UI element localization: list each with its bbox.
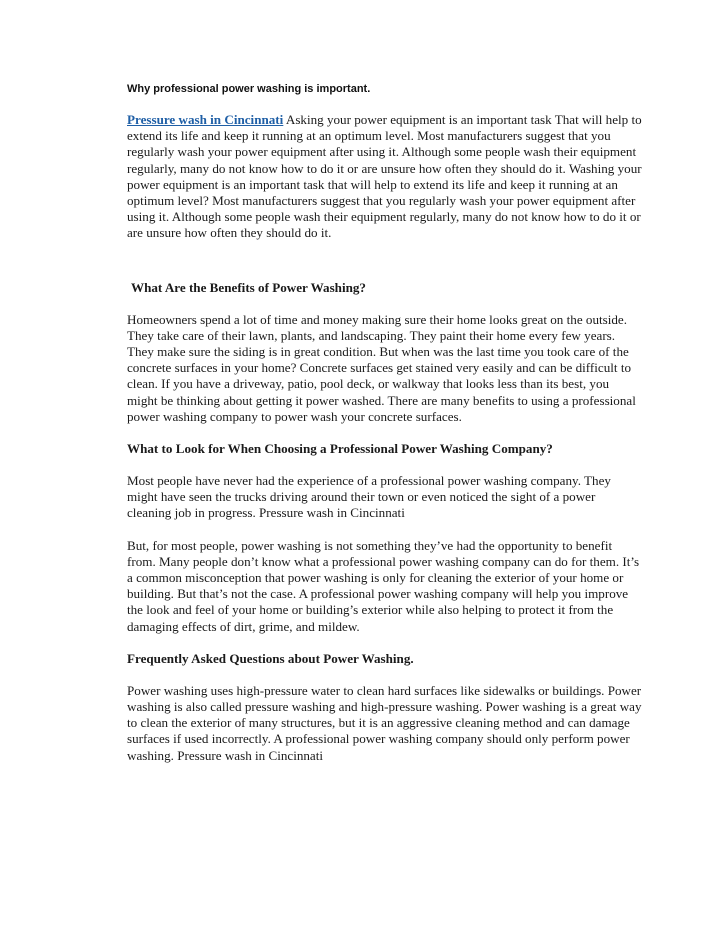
faq-paragraph: Power washing uses high-pressure water to clean hard surfaces like sidewalks or buildings. Power washing is also called pressure washing and high-pressure washing. Power washing is a great way to clean the exterior of many structures, but it is an aggressive cleaning method and can damage surfaces if used incorrectly. A professional power washing company should only perform power washing. Pressure wash in Cincinnati	[127, 682, 642, 763]
choosing-paragraph-1: Most people have never had the experience of a professional power washing company. They might have seen the trucks driving around their town or even noticed the sight of a power cleaning job in progress. Pressure wash in Cincinnati	[127, 473, 611, 521]
section-heading-faq: Frequently Asked Questions about Power Washing.	[127, 650, 414, 666]
page-title: Why professional power washing is important.	[127, 83, 371, 95]
choosing-paragraph-2: But, for most people, power washing is not something they’ve had the opportunity to benefit from. Many people don’t know what a professional power washing company can do for them. It’s a common misconception that power washing is only for cleaning the exterior of your home or building. But that’s not the case. A professional power washing company will help you improve the look and feel of your home or building’s exterior while also helping to protect it from the damaging effects of dirt, grime, and mildew.	[127, 537, 640, 634]
document-body	[127, 83, 642, 764]
pressure-wash-link[interactable]: Pressure wash in Cincinnati	[127, 112, 284, 127]
benefits-paragraph: Homeowners spend a lot of time and money making sure their home looks great on the outside. They take care of their lawn, plants, and landscaping. They paint their home every few years. They make sure the siding is in great condition. But when was the last time you took care of the concrete surfaces in your home? Concrete surfaces get stained very easily and can be difficult to clean. If you have a driveway, patio, pool deck, or walkway that looks less than its best, you might be thinking about getting it power washed. There are many benefits to using a professional power washing company to power wash your concrete surfaces.	[127, 311, 636, 424]
intro-text: Asking your power equipment is an important task That will help to extend its life and keep it running at an optimum level. Most manufacturers suggest that you regularly wash your power equipment after using it. Although some people wash their equipment regularly, many do not know how to do it or are unsure how often they should do it. Washing your power equipment is an important task that will help to extend its life and keep it running at an optimum level? Most manufacturers suggest that you regularly wash your power equipment after using it. Although some people wash their equipment regularly, many do not know how to do it or are unsure how often they should do it.	[127, 112, 642, 241]
section-heading-benefits: What Are the Benefits of Power Washing?	[131, 279, 366, 295]
intro-paragraph	[127, 112, 642, 242]
section-heading-choosing: What to Look for When Choosing a Professional Power Washing Company?	[127, 441, 553, 457]
